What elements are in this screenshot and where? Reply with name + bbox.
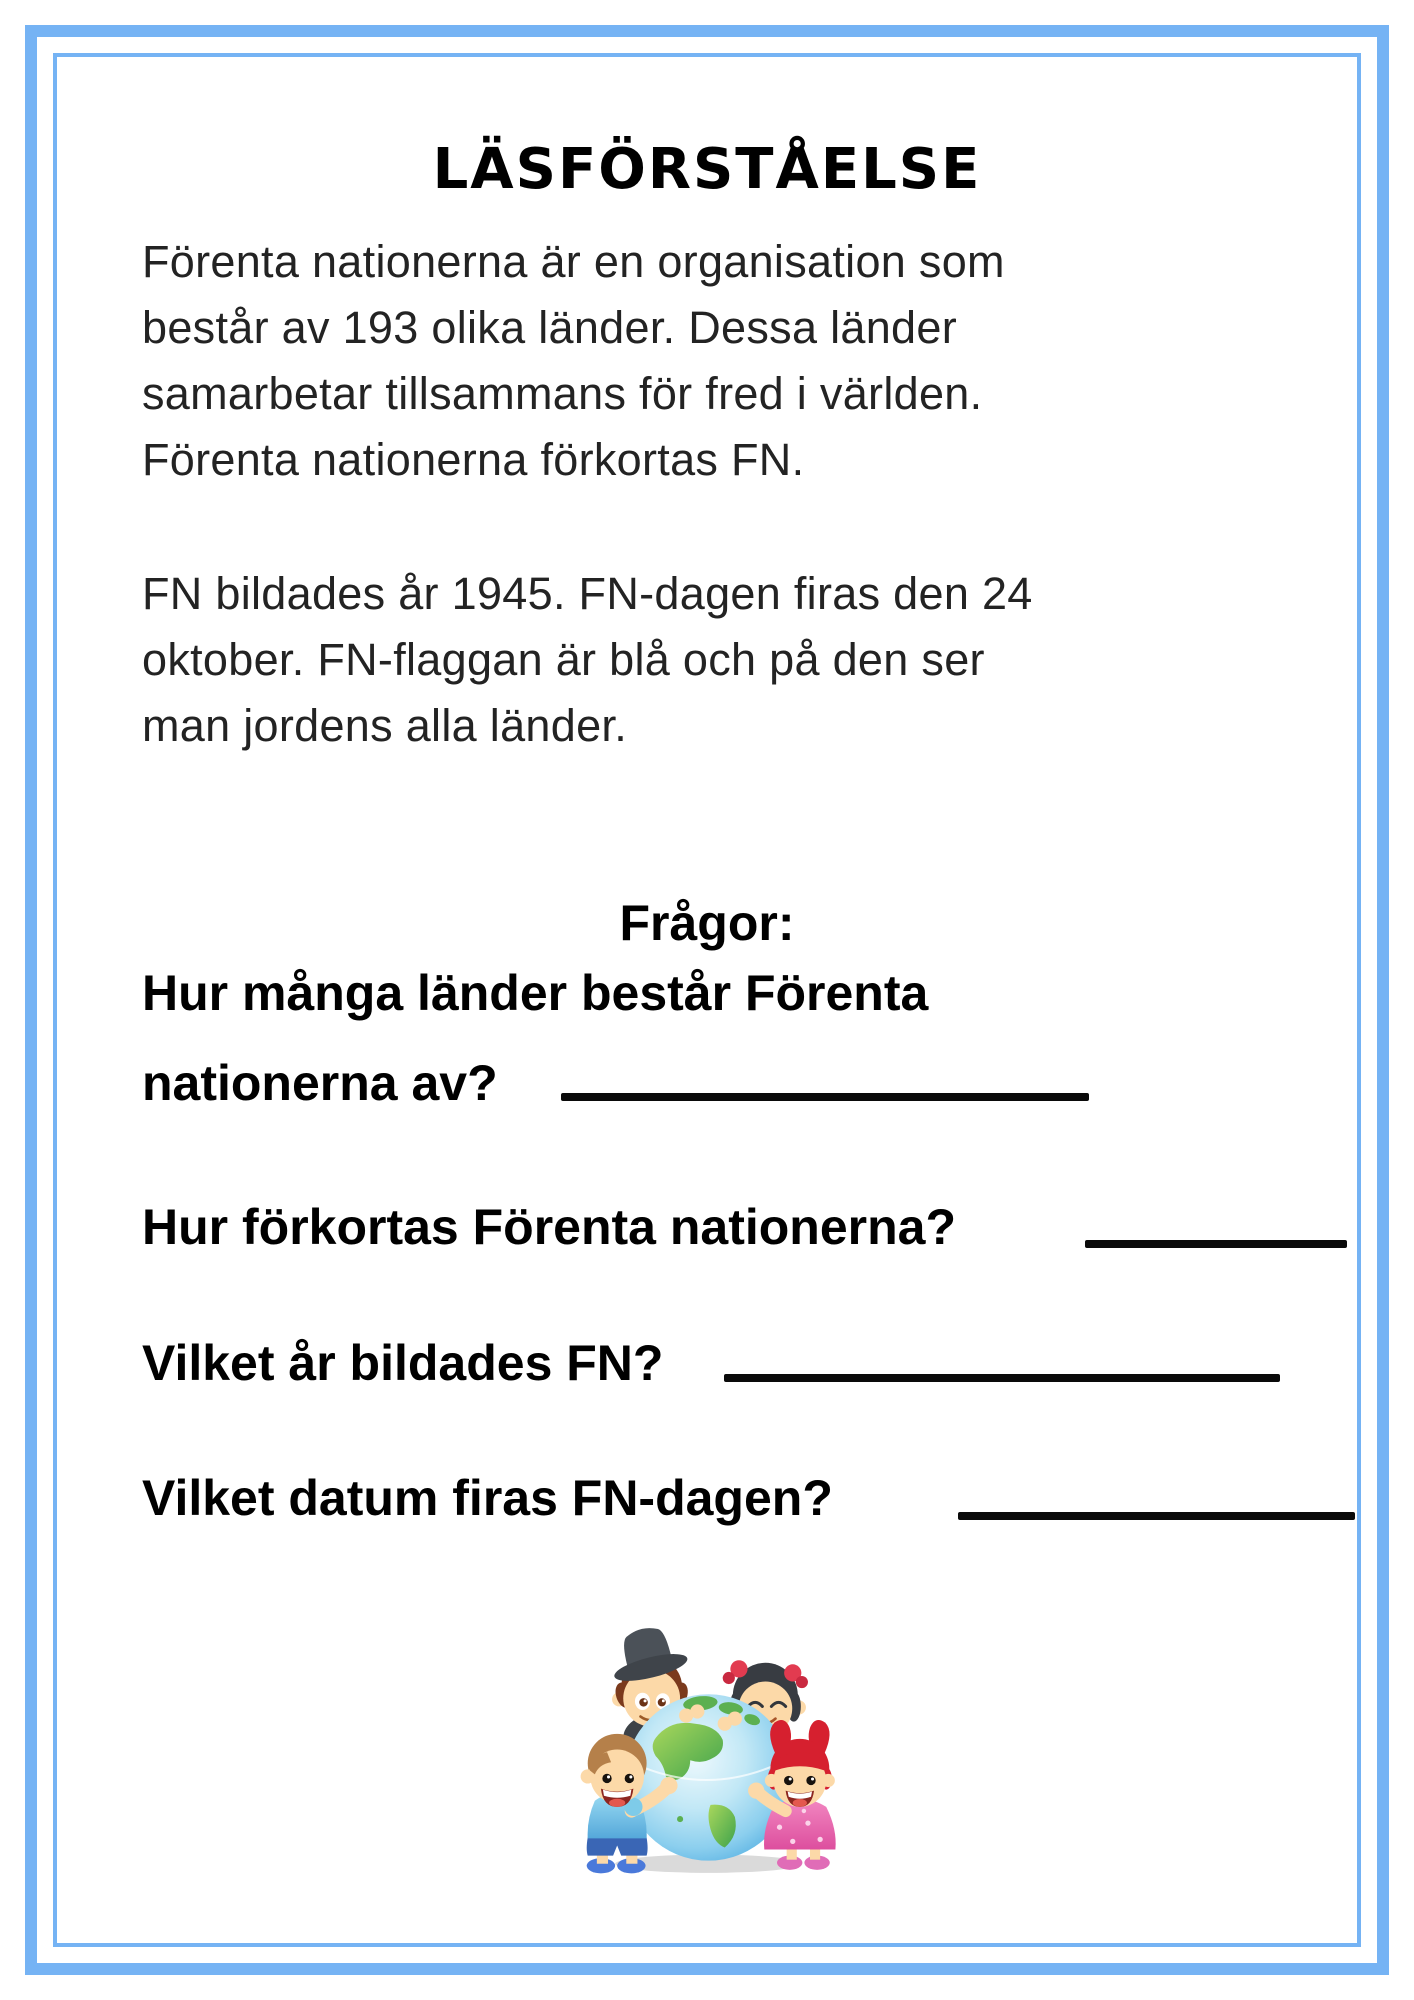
- page-title: LÄSFÖRSTÅELSE: [432, 136, 982, 202]
- passage-line: samarbetar tillsammans för fred i världen.: [142, 368, 983, 419]
- answer-blank-4[interactable]: [958, 1512, 1355, 1520]
- answer-blank-2[interactable]: [1085, 1240, 1347, 1248]
- passage-line: består av 193 olika länder. Dessa länder: [142, 302, 957, 353]
- reading-passage-paragraph-1: [142, 229, 1334, 493]
- question-2: Hur förkortas Förenta nationerna?: [142, 1199, 956, 1255]
- children-around-globe-icon: [556, 1610, 861, 1882]
- passage-line: Förenta nationerna är en organisation som: [142, 236, 1005, 287]
- passage-line: Förenta nationerna förkortas FN.: [142, 434, 805, 485]
- question-1-line-2: nationerna av?: [142, 1055, 498, 1111]
- answer-blank-3[interactable]: [724, 1374, 1280, 1382]
- answer-blank-1[interactable]: [561, 1093, 1089, 1101]
- children-globe-illustration: [556, 1610, 861, 1882]
- question-1-line-1: Hur många länder består Förenta: [142, 965, 929, 1021]
- passage-line: man jordens alla länder.: [142, 700, 627, 751]
- question-3: Vilket år bildades FN?: [142, 1335, 664, 1391]
- questions-heading: Frågor:: [619, 895, 795, 951]
- passage-line: oktober. FN-flaggan är blå och på den ser: [142, 634, 985, 685]
- question-4: Vilket datum firas FN-dagen?: [142, 1470, 833, 1526]
- reading-passage-paragraph-2: [142, 561, 1334, 759]
- passage-line: FN bildades år 1945. FN-dagen firas den 24: [142, 568, 1033, 619]
